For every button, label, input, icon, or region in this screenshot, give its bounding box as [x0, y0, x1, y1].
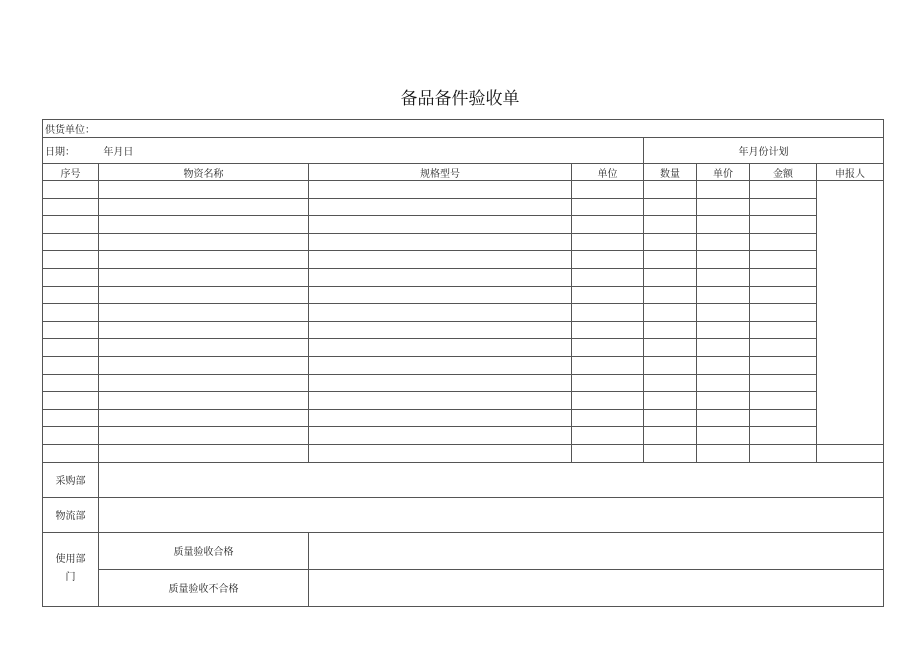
cell-index[interactable]	[43, 198, 99, 216]
cell-unit-price[interactable]	[697, 409, 750, 427]
cell-unit-price[interactable]	[697, 392, 750, 410]
cell-spec[interactable]	[309, 374, 572, 392]
cell-amount[interactable]	[750, 356, 817, 374]
cell-amount[interactable]	[750, 392, 817, 410]
cell-unit-price[interactable]	[697, 181, 750, 199]
quality-pass-row	[43, 532, 884, 569]
column-header-row	[43, 164, 884, 181]
cell-amount[interactable]	[750, 339, 817, 357]
acceptance-form-table	[42, 119, 884, 607]
logistics-dept-row	[43, 497, 884, 532]
cell-unit-price[interactable]	[697, 268, 750, 286]
cell-index[interactable]	[43, 286, 99, 304]
cell-index[interactable]	[43, 251, 99, 269]
quality-fail-field[interactable]	[309, 569, 884, 606]
cell-quantity[interactable]	[644, 181, 697, 199]
cell-name[interactable]	[99, 409, 309, 427]
cell-amount[interactable]	[750, 374, 817, 392]
cell-index[interactable]	[43, 427, 99, 445]
cell-index[interactable]	[43, 268, 99, 286]
cell-index[interactable]	[43, 339, 99, 357]
table-row	[43, 356, 884, 374]
cell-unit-price[interactable]	[697, 339, 750, 357]
date-value: 年月日	[103, 147, 134, 158]
table-row	[43, 216, 884, 234]
applicant-field[interactable]	[817, 181, 884, 445]
cell-spec[interactable]	[309, 339, 572, 357]
cell-spec[interactable]	[309, 409, 572, 427]
cell-amount[interactable]	[750, 321, 817, 339]
cell-amount[interactable]	[750, 251, 817, 269]
table-row	[43, 321, 884, 339]
cell-spec[interactable]	[309, 356, 572, 374]
col-header-unit: 单位	[572, 164, 644, 181]
col-header-applicant: 申报人	[817, 164, 884, 181]
quality-pass-label: 质量验收合格	[99, 532, 309, 569]
cell-spec[interactable]	[309, 216, 572, 234]
col-header-unit-price: 单价	[697, 164, 750, 181]
col-header-quantity: 数量	[644, 164, 697, 181]
cell-quantity[interactable]	[644, 339, 697, 357]
user-dept-label-line2: 门	[65, 572, 76, 583]
cell-spec[interactable]	[309, 444, 572, 462]
cell-index[interactable]	[43, 304, 99, 322]
table-row	[43, 427, 884, 445]
cell-quantity[interactable]	[644, 321, 697, 339]
cell-index[interactable]	[43, 392, 99, 410]
cell-unit[interactable]	[572, 444, 644, 462]
table-row	[43, 233, 884, 251]
logistics-dept-label: 物流部	[43, 497, 99, 532]
cell-unit[interactable]	[572, 356, 644, 374]
cell-name[interactable]	[99, 181, 309, 199]
table-row	[43, 286, 884, 304]
cell-quantity[interactable]	[644, 427, 697, 445]
quality-fail-label: 质量验收不合格	[99, 569, 309, 606]
table-row	[43, 409, 884, 427]
cell-name[interactable]	[99, 444, 309, 462]
cell-quantity[interactable]	[644, 374, 697, 392]
cell-unit-price[interactable]	[697, 427, 750, 445]
cell-name[interactable]	[99, 392, 309, 410]
cell-index[interactable]	[43, 374, 99, 392]
cell-unit-price[interactable]	[697, 216, 750, 234]
cell-unit-price[interactable]	[697, 444, 750, 462]
quality-pass-field[interactable]	[309, 532, 884, 569]
cell-unit[interactable]	[572, 304, 644, 322]
cell-index[interactable]	[43, 356, 99, 374]
logistics-dept-field[interactable]	[99, 497, 884, 532]
cell-unit-price[interactable]	[697, 356, 750, 374]
form-title: 备品备件验收单	[400, 89, 520, 109]
cell-unit-price[interactable]	[697, 374, 750, 392]
cell-index[interactable]	[43, 444, 99, 462]
cell-name[interactable]	[99, 251, 309, 269]
table-row	[43, 304, 884, 322]
cell-spec[interactable]	[309, 321, 572, 339]
cell-amount[interactable]	[750, 233, 817, 251]
cell-spec[interactable]	[309, 392, 572, 410]
col-header-amount: 金额	[750, 164, 817, 181]
cell-quantity[interactable]	[644, 251, 697, 269]
cell-name[interactable]	[99, 374, 309, 392]
cell-spec[interactable]	[309, 198, 572, 216]
cell-amount[interactable]	[750, 304, 817, 322]
table-row	[43, 251, 884, 269]
cell-unit-price[interactable]	[697, 251, 750, 269]
supplier-label[interactable]: 供货单位：	[43, 120, 884, 138]
cell-unit-price[interactable]	[697, 198, 750, 216]
cell-unit[interactable]	[572, 198, 644, 216]
cell-quantity[interactable]	[644, 233, 697, 251]
cell-amount[interactable]	[750, 427, 817, 445]
table-row	[43, 392, 884, 410]
table-row	[43, 339, 884, 357]
cell-unit-price[interactable]	[697, 304, 750, 322]
date-cell[interactable]	[43, 138, 644, 164]
cell-name[interactable]	[99, 216, 309, 234]
cell-name[interactable]	[99, 268, 309, 286]
cell-index[interactable]	[43, 216, 99, 234]
cell-index[interactable]	[43, 321, 99, 339]
cell-unit[interactable]	[572, 251, 644, 269]
cell-unit-price[interactable]	[697, 233, 750, 251]
table-row	[43, 198, 884, 216]
cell-unit[interactable]	[572, 321, 644, 339]
purchase-dept-field[interactable]	[99, 462, 884, 497]
cell-name[interactable]	[99, 286, 309, 304]
cell-spec[interactable]	[309, 427, 572, 445]
plan-label: 年月份计划	[644, 138, 884, 164]
cell-quantity[interactable]	[644, 444, 697, 462]
cell-amount[interactable]	[750, 444, 817, 462]
table-row	[43, 268, 884, 286]
col-header-spec: 规格型号	[309, 164, 572, 181]
cell-quantity[interactable]	[644, 409, 697, 427]
cell-quantity[interactable]	[644, 198, 697, 216]
purchase-dept-row	[43, 462, 884, 497]
cell-quantity[interactable]	[644, 356, 697, 374]
cell-quantity[interactable]	[644, 286, 697, 304]
cell-unit[interactable]	[572, 392, 644, 410]
cell-unit[interactable]	[572, 233, 644, 251]
col-header-index: 序号	[43, 164, 99, 181]
user-dept-label	[43, 532, 99, 606]
cell-spec[interactable]	[309, 268, 572, 286]
cell-amount[interactable]	[750, 216, 817, 234]
cell-spec[interactable]	[309, 181, 572, 199]
cell-unit[interactable]	[572, 409, 644, 427]
cell-unit[interactable]	[572, 286, 644, 304]
cell-quantity[interactable]	[644, 268, 697, 286]
date-row	[43, 138, 884, 164]
cell-unit[interactable]	[572, 181, 644, 199]
date-label: 日期：	[45, 147, 75, 158]
cell-applicant[interactable]	[817, 444, 884, 462]
cell-unit[interactable]	[572, 374, 644, 392]
cell-index[interactable]	[43, 181, 99, 199]
cell-spec[interactable]	[309, 304, 572, 322]
cell-quantity[interactable]	[644, 304, 697, 322]
purchase-dept-label: 采购部	[43, 462, 99, 497]
col-header-name: 物资名称	[99, 164, 309, 181]
cell-name[interactable]	[99, 339, 309, 357]
cell-amount[interactable]	[750, 268, 817, 286]
cell-name[interactable]	[99, 233, 309, 251]
cell-unit-price[interactable]	[697, 321, 750, 339]
cell-spec[interactable]	[309, 251, 572, 269]
quality-fail-row	[43, 569, 884, 606]
cell-unit[interactable]	[572, 427, 644, 445]
cell-name[interactable]	[99, 356, 309, 374]
cell-index[interactable]	[43, 233, 99, 251]
cell-amount[interactable]	[750, 181, 817, 199]
cell-unit-price[interactable]	[697, 286, 750, 304]
cell-amount[interactable]	[750, 198, 817, 216]
table-row	[43, 444, 884, 462]
user-dept-label-line1: 使用部	[55, 554, 86, 565]
table-row	[43, 374, 884, 392]
cell-quantity[interactable]	[644, 392, 697, 410]
cell-unit[interactable]	[572, 216, 644, 234]
cell-name[interactable]	[99, 198, 309, 216]
cell-name[interactable]	[99, 321, 309, 339]
supplier-row	[43, 120, 884, 138]
cell-name[interactable]	[99, 427, 309, 445]
cell-unit[interactable]	[572, 339, 644, 357]
cell-spec[interactable]	[309, 286, 572, 304]
cell-amount[interactable]	[750, 409, 817, 427]
cell-quantity[interactable]	[644, 216, 697, 234]
table-row	[43, 181, 884, 199]
cell-spec[interactable]	[309, 233, 572, 251]
cell-name[interactable]	[99, 304, 309, 322]
cell-amount[interactable]	[750, 286, 817, 304]
cell-index[interactable]	[43, 409, 99, 427]
cell-unit[interactable]	[572, 268, 644, 286]
